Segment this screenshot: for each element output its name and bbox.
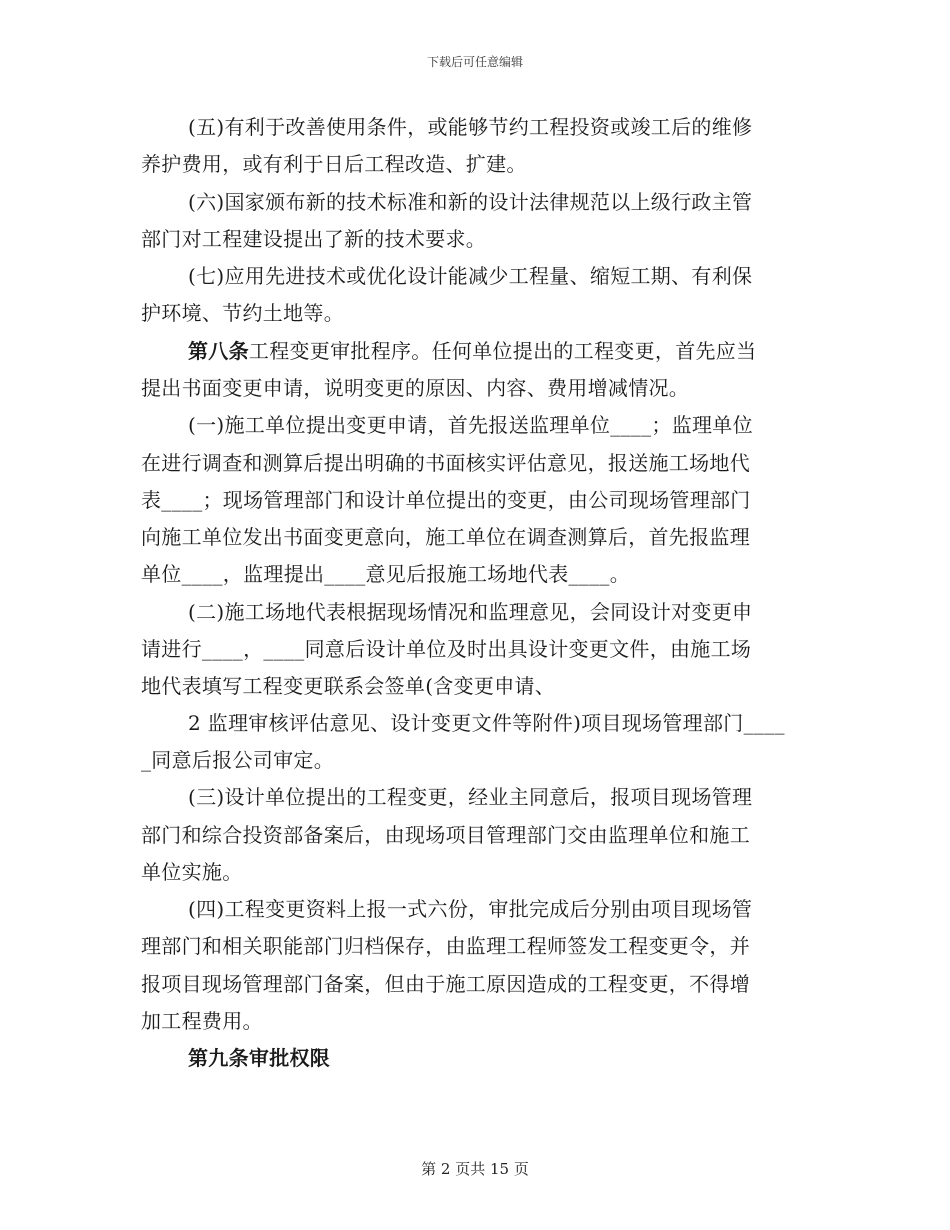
- paragraph-line: (二)施工场地代表根据现场情况和监理意见，会同设计对变更申: [188, 600, 753, 624]
- paragraph-line: (四)工程变更资料上报一式六份，审批完成后分别由项目现场管: [188, 897, 753, 921]
- paragraph-line: (三)设计单位提出的工程变更，经业主同意后，报项目现场管理: [188, 785, 753, 809]
- article-8-text: 工程变更审批程序。任何单位提出的工程变更，首先应当: [248, 339, 757, 363]
- paragraph-line: 单位实施。: [141, 860, 243, 884]
- paragraph-line: 提出书面变更申请，说明变更的原因、内容、费用增减情况。: [141, 376, 690, 400]
- paragraph-line: (七)应用先进技术或优化设计能减少工程量、缩短工期、有利保: [188, 264, 753, 288]
- article-8-heading: 第八条: [188, 339, 249, 363]
- paragraph-line: 加工程费用。: [141, 1009, 263, 1033]
- paragraph-line: (五)有利于改善使用条件，或能够节约工程投资或竣工后的维修: [188, 115, 753, 139]
- paragraph-line: 地代表填写工程变更联系会签单(含变更申请、: [141, 674, 556, 698]
- paragraph-line: 部门对工程建设提出了新的技术要求。: [141, 227, 487, 251]
- paragraph-line: 请进行____，____同意后设计单位及时出具设计变更文件，由施工场: [141, 637, 752, 661]
- paragraph-line: 理部门和相关职能部门归档保存，由监理工程师签发工程变更令，并: [141, 934, 750, 958]
- paragraph-line: 向施工单位发出书面变更意向，施工单位在调查测算后，首先报监理: [141, 525, 750, 549]
- paragraph-line: 单位____，监理提出____意见后报施工场地代表____。: [141, 562, 630, 586]
- paragraph-line: (六)国家颁布新的技术标准和新的设计法律规范以上级行政主管: [188, 190, 753, 214]
- article-9-heading: 第九条审批权限: [188, 1046, 331, 1070]
- paragraph-line: 2 监理审核评估意见、设计变更文件等附件)项目现场管理部门____: [188, 711, 785, 735]
- paragraph-line: 报项目现场管理部门备案，但由于施工原因造成的工程变更，不得增: [141, 972, 750, 996]
- paragraph-line: (一)施工单位提出变更申请，首先报送监理单位____；监理单位: [188, 413, 753, 437]
- paragraph-line: 护环境、节约土地等。: [141, 301, 344, 325]
- paragraph-line: 养护费用，或有利于日后工程改造、扩建。: [141, 152, 527, 176]
- article-8-line: [188, 338, 756, 364]
- paragraph-line: 部门和综合投资部备案后，由现场项目管理部门交由监理单位和施工: [141, 823, 750, 847]
- paragraph-line: 在进行调查和测算后提出明确的书面核实评估意见，报送施工场地代: [141, 451, 750, 475]
- page-header: 下载后可任意编辑: [426, 55, 523, 69]
- paragraph-line: _同意后报公司审定。: [141, 748, 334, 772]
- page-footer: 第 2 页共 15 页: [421, 1160, 529, 1178]
- paragraph-line: 表____；现场管理部门和设计单位提出的变更，由公司现场管理部门: [141, 488, 751, 512]
